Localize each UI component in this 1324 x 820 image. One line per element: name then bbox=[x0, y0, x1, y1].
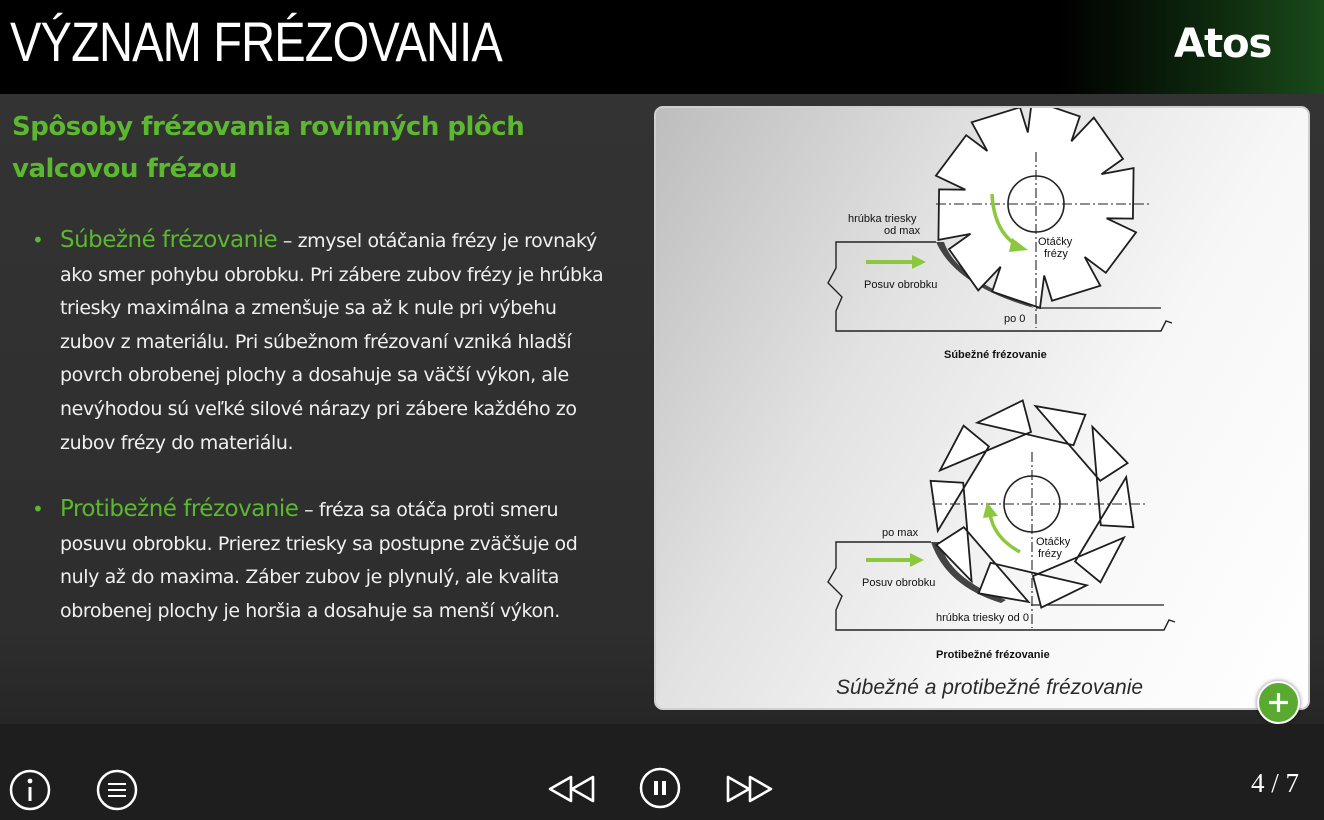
bullet-term: Protibežné frézovanie bbox=[60, 496, 299, 523]
menu-button[interactable] bbox=[95, 768, 139, 812]
milling-figure bbox=[654, 106, 1310, 710]
menu-icon bbox=[95, 768, 139, 812]
page-indicator: 4 / 7 bbox=[1250, 768, 1299, 798]
header-bar bbox=[0, 0, 1324, 94]
bullet-dash: – bbox=[282, 230, 298, 252]
bullet-item bbox=[26, 493, 606, 628]
bullet-dot-icon: • bbox=[32, 497, 44, 522]
plus-icon bbox=[1259, 683, 1298, 722]
section-subtitle: Spôsoby frézovania rovinných plôch valcovou frézou bbox=[12, 112, 525, 184]
rpm-label-line2: frézy bbox=[1044, 248, 1068, 260]
bullet-text: zmysel otáčania frézy je rovnaký ako smer pohybu obrobku. Pri zábere zubov frézy je hrúbka triesky maximálna a zmenšuje sa až k nule pri výbehu zubov z materiálu. Pri súbežnom frézovaní vzniká hladší povrch obrobenej plochy a dosahuje sa väčší výkon, ale nevýhodou sú veľké silové nárazy pri zábere každého zo zubov frézy do materiálu. bbox=[60, 230, 604, 454]
bullet-dot-icon: • bbox=[32, 228, 44, 252]
rewind-icon bbox=[547, 772, 597, 806]
climb-milling-diagram bbox=[828, 108, 1172, 361]
rpm-label-line2: frézy bbox=[1038, 548, 1062, 560]
fast-forward-button[interactable] bbox=[724, 772, 774, 806]
conventional-milling-diagram bbox=[828, 400, 1175, 661]
rewind-button[interactable] bbox=[547, 772, 597, 806]
start-thickness-label: po max bbox=[882, 527, 919, 539]
fast-forward-icon bbox=[724, 772, 774, 806]
thickness-label-line1: hrúbka triesky bbox=[848, 213, 917, 225]
pause-button[interactable] bbox=[638, 766, 682, 810]
rpm-label-line1: Otáčky bbox=[1036, 536, 1071, 548]
thickness-label: hrúbka triesky od 0 bbox=[936, 612, 1029, 624]
thickness-label-line2: od max bbox=[884, 225, 921, 237]
info-button[interactable] bbox=[8, 768, 52, 812]
slide-content bbox=[0, 94, 1324, 724]
bullet-item bbox=[26, 224, 606, 460]
end-thickness-label: po 0 bbox=[1004, 313, 1026, 325]
milling-diagram bbox=[656, 108, 1308, 708]
bullet-list bbox=[26, 224, 606, 629]
figure-caption: Súbežné a protibežné frézovanie bbox=[836, 676, 1144, 699]
pause-icon bbox=[638, 766, 682, 810]
info-icon bbox=[8, 768, 52, 812]
diagram-title: Protibežné frézovanie bbox=[936, 649, 1050, 661]
page-title: VÝZNAM FRÉZOVANIA bbox=[10, 10, 502, 73]
atos-logo: Atos bbox=[1174, 21, 1272, 67]
bullet-term: Súbežné frézovanie bbox=[60, 227, 278, 253]
diagram-title: Súbežné frézovanie bbox=[944, 349, 1047, 361]
bullet-dash: – bbox=[304, 499, 319, 522]
expand-button[interactable] bbox=[1257, 681, 1300, 724]
bullet-text: fréza sa otáča proti smeru posuvu obrobku. Prierez triesky sa postupne zväčšuje od nuly až do maxima. Záber zubov je plynulý, ale kvalita obrobenej plochy je horšia a dosahuje sa menší výkon. bbox=[60, 499, 578, 622]
feed-label: Posuv obrobku bbox=[862, 577, 936, 589]
player-controls bbox=[0, 724, 1324, 820]
feed-label: Posuv obrobku bbox=[864, 279, 938, 291]
feed-arrow-head bbox=[910, 553, 924, 567]
rpm-label-line1: Otáčky bbox=[1038, 236, 1073, 248]
feed-arrow-head bbox=[912, 255, 926, 269]
